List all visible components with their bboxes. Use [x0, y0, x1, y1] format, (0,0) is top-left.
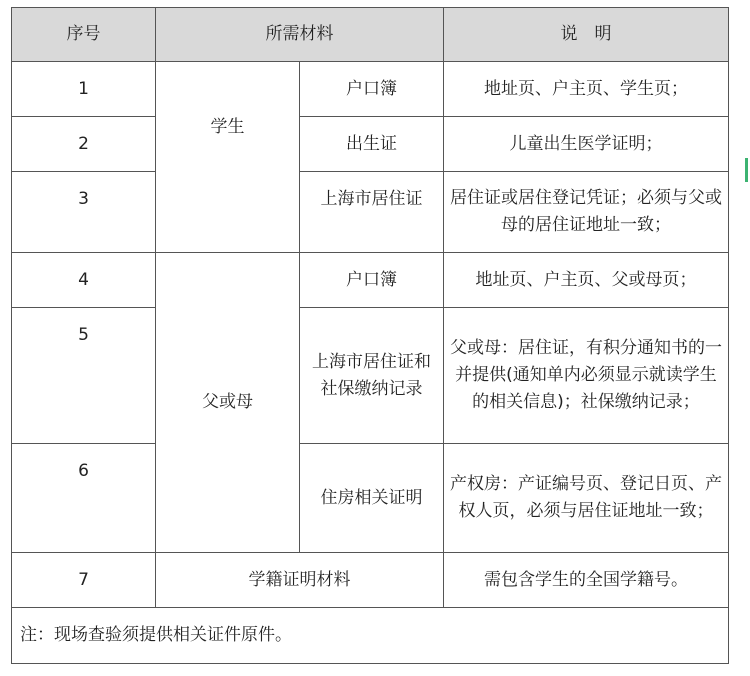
- row-index: 5: [12, 308, 156, 444]
- row-index: 2: [12, 117, 156, 172]
- table-row: [12, 553, 729, 608]
- row-index: 7: [12, 553, 156, 608]
- row-description: 地址页、户主页、学生页；: [444, 62, 729, 117]
- table-row: [12, 117, 729, 172]
- row-index: 1: [12, 62, 156, 117]
- row-description: 地址页、户主页、父或母页；: [444, 253, 729, 308]
- header-row: [12, 8, 729, 62]
- row-description: 需包含学生的全国学籍号。: [444, 553, 729, 608]
- row-index: 3: [12, 172, 156, 253]
- row-description: 居住证或居住登记凭证；必须与父或母的居住证地址一致；: [444, 172, 729, 253]
- group-parent: 父或母: [156, 253, 300, 553]
- table-row: [12, 62, 729, 117]
- row-material: 上海市居住证: [300, 172, 444, 253]
- group-student: 学生: [156, 62, 300, 253]
- table-row: [12, 308, 729, 444]
- row-index: 4: [12, 253, 156, 308]
- row-material: 住房相关证明: [300, 444, 444, 553]
- scroll-indicator: [745, 158, 748, 182]
- row-description: 父或母：居住证，有积分通知书的一并提供(通知单内必须显示就读学生的相关信息)；社保缴纳记录；: [444, 308, 729, 444]
- row-description: 产权房：产证编号页、登记日页、产权人页，必须与居住证地址一致；: [444, 444, 729, 553]
- materials-table: [11, 7, 729, 664]
- note-text: 注：现场查验须提供相关证件原件。: [12, 608, 729, 664]
- header-description: 说 明: [444, 8, 729, 62]
- table-row: [12, 444, 729, 553]
- table-row: [12, 253, 729, 308]
- header-index: 序号: [12, 8, 156, 62]
- row-material: 上海市居住证和社保缴纳记录: [300, 308, 444, 444]
- row-material: 户口簿: [300, 62, 444, 117]
- note-row: [12, 608, 729, 664]
- row-material: 户口簿: [300, 253, 444, 308]
- row-description: 儿童出生医学证明；: [444, 117, 729, 172]
- row-index: 6: [12, 444, 156, 553]
- table-row: [12, 172, 729, 253]
- header-materials: 所需材料: [156, 8, 444, 62]
- row-material: 出生证: [300, 117, 444, 172]
- row-material: 学籍证明材料: [156, 553, 444, 608]
